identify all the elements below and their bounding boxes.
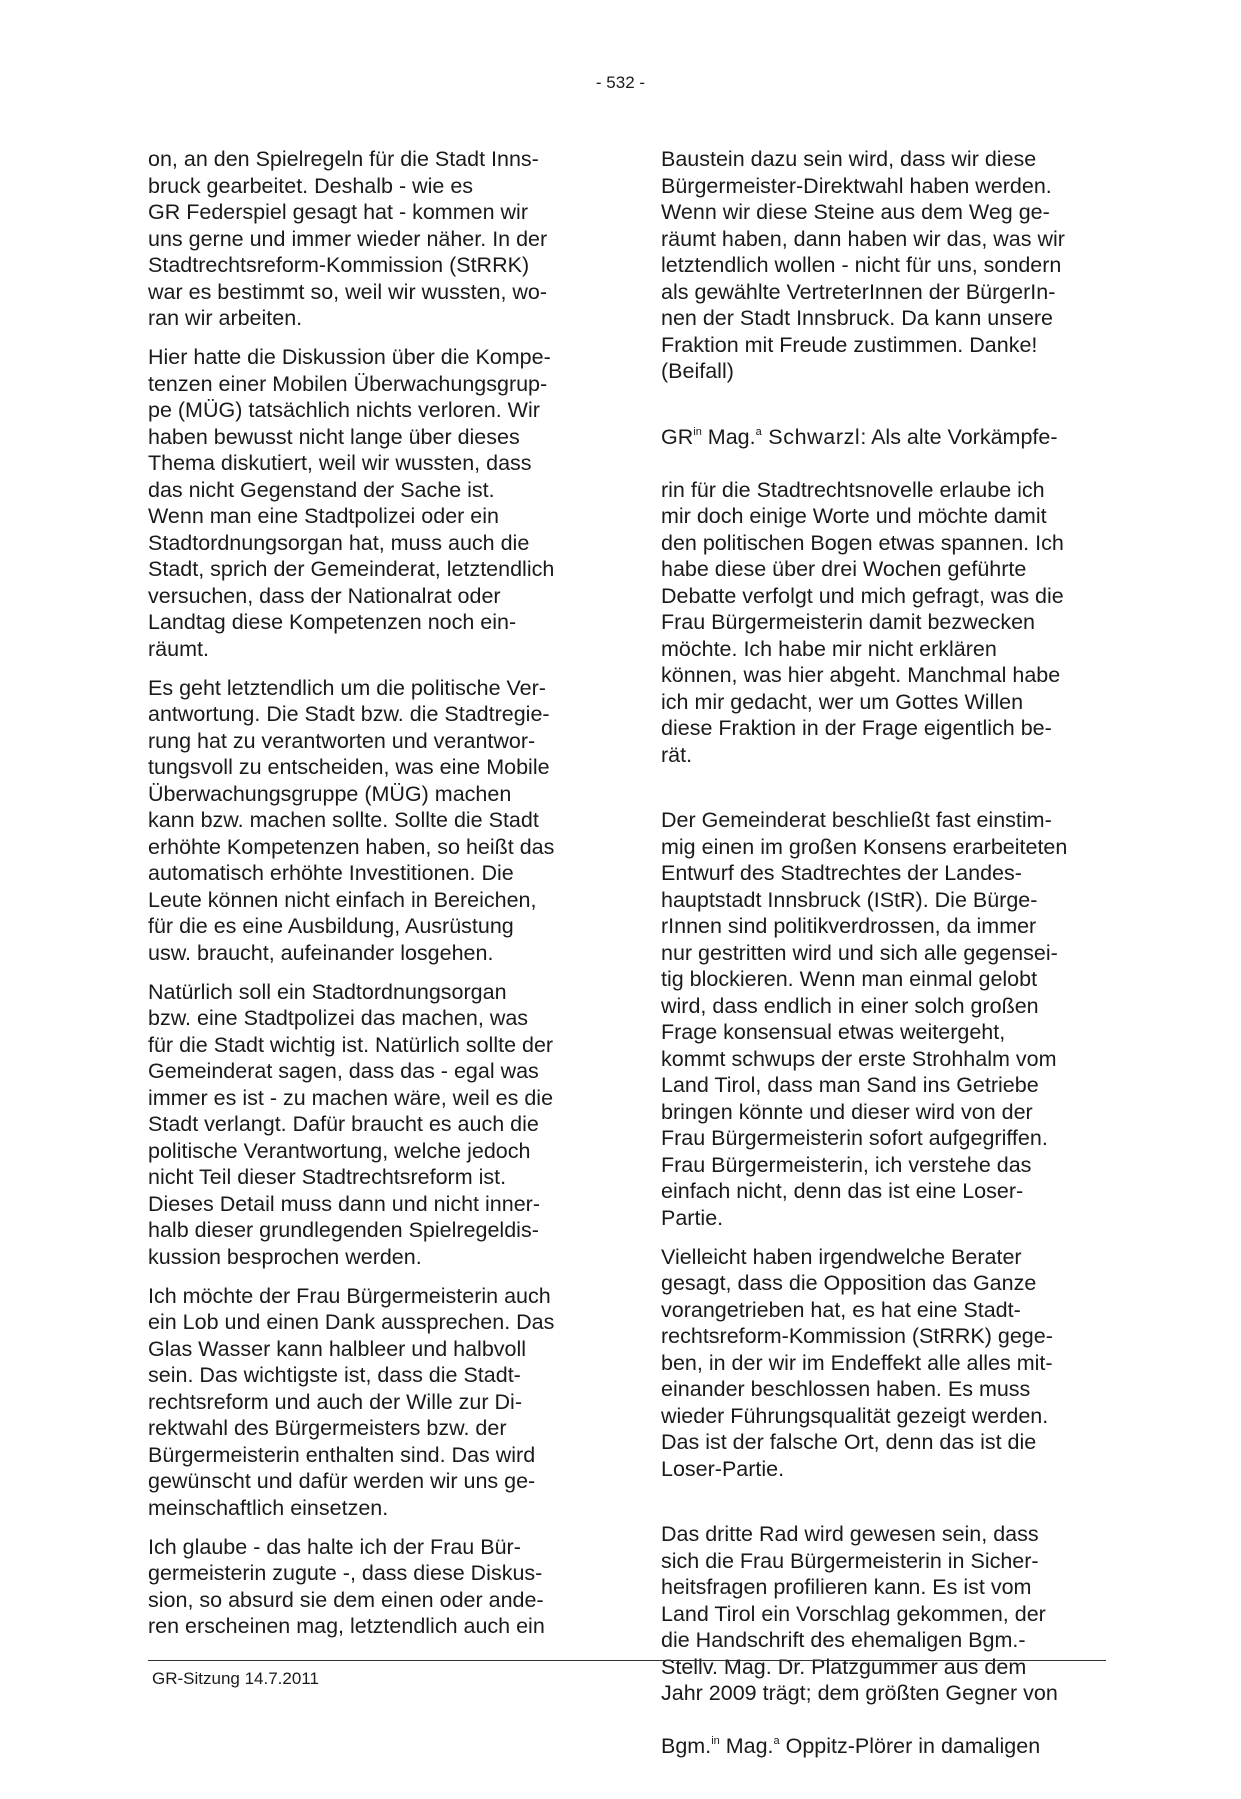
text-line: Loser-Partie. — [661, 1456, 785, 1481]
text-line: politische Verantwortung, welche jedoch — [148, 1138, 531, 1163]
paragraph — [148, 979, 593, 1271]
text-line: Dieses Detail muss dann und nicht inner- — [148, 1191, 540, 1216]
footer-session-date: GR-Sitzung 14.7.2011 — [152, 1669, 319, 1688]
text-line: gewünscht und dafür werden wir uns ge- — [148, 1469, 536, 1493]
text-line: ein Lob und einen Dank aussprechen. Das — [148, 1310, 555, 1334]
text-line: ben, in der wir im Endeffekt alle alles mit- — [661, 1350, 1053, 1375]
paragraph — [661, 807, 1106, 1231]
text-line: germeisterin zugute -, dass diese Diskus- — [148, 1561, 543, 1585]
text-line: bringen könnte und dieser wird von der — [661, 1099, 1033, 1124]
speaker-title: GR — [661, 424, 694, 449]
paragraph — [148, 1283, 593, 1522]
text-line: Frau Bürgermeisterin damit bezwecken — [661, 610, 1036, 634]
text-line: Glas Wasser kann halbleer und halbvoll — [148, 1336, 527, 1361]
text-line: Es geht letztendlich um die politische Ver- — [148, 675, 546, 700]
text-line: rechtsreform-Kommission (StRRK) gege- — [661, 1324, 1053, 1348]
text-line: tig blockieren. Wenn man einmal gelobt — [661, 967, 1038, 991]
text-line: als gewählte VertreterInnen der BürgerIn- — [661, 279, 1056, 304]
text-line: einander beschlossen haben. Es muss — [661, 1377, 1031, 1401]
text-line: GR Federspiel gesagt hat - kommen wir — [148, 200, 528, 224]
text-line: wird, dass endlich in einer solch großen — [661, 993, 1039, 1018]
text-line: usw. braucht, aufeinander losgehen. — [148, 940, 494, 965]
text-line: mir doch einige Worte und möchte damit — [661, 504, 1047, 528]
text-line: Bürgermeister-Direktwahl haben werden. — [661, 173, 1052, 198]
speaker-paragraph-body — [661, 477, 1106, 769]
title-bgm-sup: in — [711, 1735, 720, 1747]
text-line: habe diese über drei Wochen geführte — [661, 557, 1027, 581]
text-line: Baustein dazu sein wird, dass wir diese — [661, 147, 1037, 171]
text-line: erhöhte Kompetenzen haben, so heißt das — [148, 834, 555, 859]
text-line: Überwachungsgruppe (MÜG) machen — [148, 781, 512, 806]
text-line: Land Tirol, dass man Sand ins Getriebe — [661, 1073, 1039, 1097]
text-line: die Handschrift des ehemaligen Bgm.- — [661, 1628, 1026, 1652]
text-line: Natürlich soll ein Stadtordnungsorgan — [148, 979, 507, 1004]
text-line: Partie. — [661, 1205, 724, 1230]
text-line: war es bestimmt so, weil wir wussten, wo- — [148, 279, 548, 304]
text-line: on, an den Spielregeln für die Stadt Inns- — [148, 147, 539, 171]
text-line: rung hat zu verantworten und verantwor- — [148, 728, 536, 753]
title-mag-sup: a — [773, 1735, 780, 1747]
paragraph — [661, 146, 1106, 385]
text-line: Vielleicht haben irgendwelche Berater — [661, 1244, 1022, 1269]
text-line: kommt schwups der erste Strohhalm vom — [661, 1046, 1057, 1071]
text-line: hauptstadt Innsbruck (IStR). Die Bürge- — [661, 887, 1038, 912]
text-line: Bürgermeisterin enthalten sind. Das wird — [148, 1442, 536, 1467]
speaker-degree: Mag. — [701, 424, 756, 449]
text-line: sich die Frau Bürgermeisterin in Sicher- — [661, 1548, 1039, 1573]
speaker-name: Schwarzl — [761, 424, 861, 449]
text-line: möchte. Ich habe mir nicht erklären — [661, 636, 997, 661]
text-line: Das dritte Rad wird gewesen sein, dass — [661, 1522, 1039, 1546]
text-line: rin für die Stadtrechtsnovelle erlaube ich — [661, 477, 1045, 502]
paragraph — [661, 1495, 1106, 1787]
speaker-degree-sup: a — [755, 425, 762, 438]
text-line: bzw. eine Stadtpolizei das machen, was — [148, 1006, 529, 1030]
text-line: den politischen Bogen etwas spannen. Ich — [661, 530, 1064, 555]
text-line: das nicht Gegenstand der Sache ist. — [148, 477, 495, 502]
text-line: pe (MÜG) tatsächlich nichts verloren. Wir — [148, 398, 540, 422]
last-line — [661, 1733, 1106, 1760]
text-line: Jahr 2009 trägt; dem größten Gegner von — [661, 1681, 1058, 1705]
text-line: nen der Stadt Innsbruck. Da kann unsere — [661, 306, 1054, 330]
text-line: für die Stadt wichtig ist. Natürlich sollte der — [148, 1032, 554, 1057]
text-line: Stadt verlangt. Dafür braucht es auch die — [148, 1112, 539, 1136]
speaker-text: : Als alte Vorkämpfe- — [860, 424, 1058, 449]
text-line: tenzen einer Mobilen Überwachungsgrup- — [148, 371, 548, 396]
text-line: automatisch erhöhte Investitionen. Die — [148, 861, 514, 885]
text-line: nur gestritten wird und sich alle gegensei- — [661, 940, 1058, 965]
text-line: Frau Bürgermeisterin, ich verstehe das — [661, 1152, 1032, 1177]
text-line: immer es ist - zu machen wäre, weil es die — [148, 1085, 554, 1110]
text-line: räumt haben, dann haben wir das, was wir — [661, 226, 1065, 251]
text-line: können, was hier abgeht. Manchmal habe — [661, 663, 1061, 687]
text-line: Frage konsensual etwas weitergeht, — [661, 1020, 1006, 1044]
paragraph — [661, 1244, 1106, 1483]
title-mag: Mag. — [719, 1734, 774, 1758]
text-line: versuchen, dass der Nationalrat oder — [148, 583, 501, 608]
text-line: ran wir arbeiten. — [148, 306, 303, 330]
text-line: heitsfragen profilieren kann. Es ist vom — [661, 1575, 1032, 1599]
text-line: Stadtordnungsorgan hat, muss auch die — [148, 530, 530, 555]
paragraph — [148, 675, 593, 967]
text-line: Leute können nicht einfach in Bereichen, — [148, 887, 537, 912]
text-line: (Beifall) — [661, 359, 734, 383]
text-line: räumt. — [148, 636, 209, 661]
text-line: einfach nicht, denn das ist eine Loser- — [661, 1179, 1024, 1203]
speaker-paragraph — [661, 397, 1106, 795]
text-line: Land Tirol ein Vorschlag gekommen, der — [661, 1601, 1046, 1626]
text-line: ich mir gedacht, wer um Gottes Willen — [661, 689, 1024, 714]
text-line: Frau Bürgermeisterin sofort aufgegriffen. — [661, 1126, 1048, 1150]
text-line: rInnen sind politikverdrossen, da immer — [661, 914, 1037, 938]
paragraph — [148, 1534, 593, 1640]
text-line: diese Fraktion in der Frage eigentlich be- — [661, 716, 1052, 740]
text-line: wieder Führungsqualität gezeigt werden. — [661, 1403, 1049, 1428]
text-line: Der Gemeinderat beschließt fast einstim- — [661, 808, 1052, 832]
text-line: uns gerne und immer wieder näher. In der — [148, 226, 548, 251]
text-line: nicht Teil dieser Stadtrechtsreform ist. — [148, 1165, 507, 1189]
text-line: für die es eine Ausbildung, Ausrüstung — [148, 914, 514, 938]
text-line: halb dieser grundlegenden Spielregeldis- — [148, 1218, 539, 1242]
left-column — [148, 146, 593, 1652]
speaker-title-sup: in — [693, 425, 702, 438]
title-bgm: Bgm. — [661, 1734, 712, 1758]
page-number: - 532 - — [595, 73, 646, 92]
paragraph — [148, 146, 593, 332]
text-line: Thema diskutiert, weil wir wussten, dass — [148, 451, 532, 475]
text-line: Stadtrechtsreform-Kommission (StRRK) — [148, 253, 530, 277]
text-line: sion, so absurd sie dem einen oder ande- — [148, 1587, 544, 1612]
text-line: ren erscheinen mag, letztendlich auch ein — [148, 1614, 545, 1638]
text-line: Ich glaube - das halte ich der Frau Bür- — [148, 1534, 521, 1559]
paragraph — [148, 344, 593, 662]
text-line: Stadt, sprich der Gemeinderat, letztendlich — [148, 557, 555, 581]
footer-divider — [148, 1660, 1106, 1661]
text-line: vorangetrieben hat, es hat eine Stadt- — [661, 1297, 1021, 1322]
last-line-text: Oppitz-Plörer in damaligen — [779, 1734, 1041, 1758]
text-line: gesagt, dass die Opposition das Ganze — [661, 1271, 1037, 1295]
text-line: kussion besprochen werden. — [148, 1244, 422, 1269]
text-line: mig einen im großen Konsens erarbeiteten — [661, 834, 1068, 859]
text-line: Ich möchte der Frau Bürgermeisterin auch — [148, 1283, 551, 1308]
text-line: meinschaftlich einsetzen. — [148, 1495, 389, 1520]
text-line: rektwahl des Bürgermeisters bzw. der — [148, 1416, 507, 1440]
text-line: Entwurf des Stadtrechtes der Landes- — [661, 861, 1022, 885]
text-line: tungsvoll zu entscheiden, was eine Mobile — [148, 755, 550, 779]
right-column — [661, 146, 1106, 1799]
text-line: bruck gearbeitet. Deshalb - wie es — [148, 173, 474, 198]
text-line: Landtag diese Kompetenzen noch ein- — [148, 610, 517, 634]
text-line: Wenn wir diese Steine aus dem Weg ge- — [661, 200, 1050, 224]
text-line: Das ist der falsche Ort, denn das ist die — [661, 1430, 1037, 1454]
text-line: haben bewusst nicht lange über dieses — [148, 424, 520, 449]
text-line: letztendlich wollen - nicht für uns, sondern — [661, 253, 1062, 277]
text-line: rechtsreform und auch der Wille zur Di- — [148, 1389, 522, 1414]
text-line: antwortung. Die Stadt bzw. die Stadtregie- — [148, 702, 550, 726]
text-line: Stellv. Mag. Dr. Platzgummer aus dem — [661, 1654, 1027, 1679]
text-line: rät. — [661, 742, 693, 767]
text-line: Wenn man eine Stadtpolizei oder ein — [148, 504, 499, 528]
text-line: sein. Das wichtigste ist, dass die Stadt- — [148, 1363, 521, 1387]
text-line: Gemeinderat sagen, dass das - egal was — [148, 1059, 539, 1083]
text-line: Hier hatte die Diskussion über die Kompe- — [148, 345, 551, 369]
text-line: Fraktion mit Freude zustimmen. Danke! — [661, 332, 1038, 357]
paragraph-body — [661, 1521, 1106, 1707]
text-line: kann bzw. machen sollte. Sollte die Stadt — [148, 808, 539, 832]
speaker-line — [661, 424, 1106, 451]
text-line: Debatte verfolgt und mich gefragt, was die — [661, 583, 1064, 608]
